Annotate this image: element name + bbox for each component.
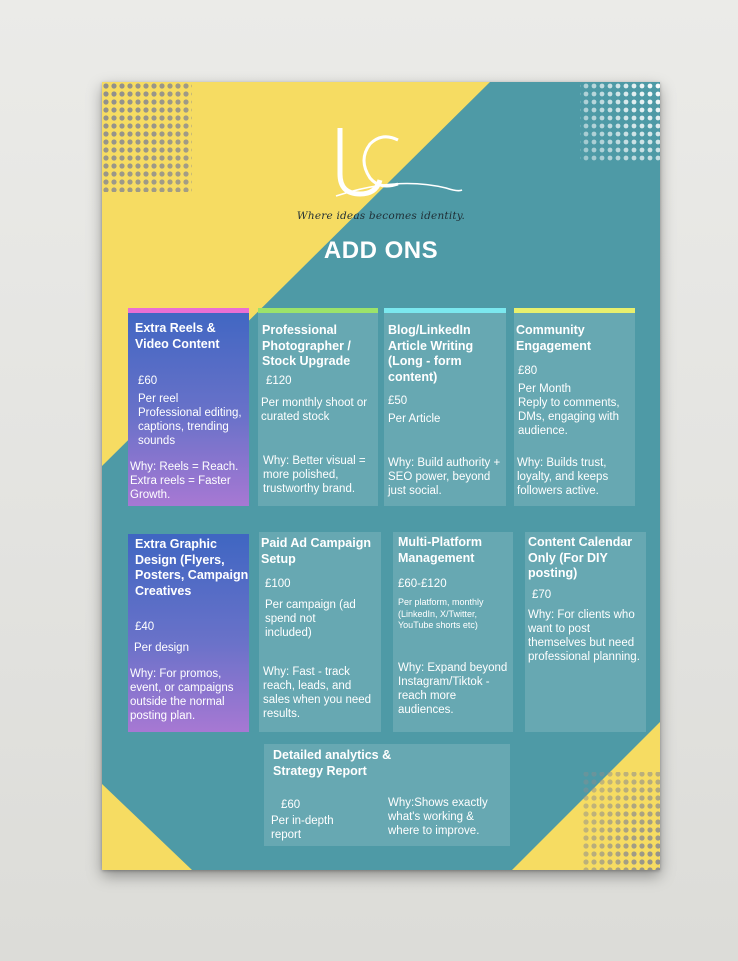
card-desc: Reply to comments, DMs, engaging with audience. (518, 397, 620, 437)
card-price: £80 (518, 365, 538, 377)
card-title: Blog/LinkedIn Article Writing (Long - form content) (388, 323, 474, 384)
card-analytics-report (264, 744, 510, 846)
card-paid-ad-campaign (259, 532, 381, 732)
page-title: ADD ONS (323, 237, 439, 264)
card-content-calendar (525, 532, 646, 732)
card-accent-bar (128, 308, 249, 313)
card-why: Why: Reels = Reach. Extra reels = Faster Growth. (130, 461, 239, 501)
card-community-engagement (514, 308, 635, 506)
card-price: £60 (281, 799, 301, 811)
halftone-dots-top-left (102, 82, 192, 192)
card-price: £100 (265, 578, 291, 590)
card-accent-bar (384, 308, 506, 313)
card-title: Extra Graphic Design (Flyers, Posters, Campaign Creatives (135, 537, 249, 598)
card-title: Content Calendar Only (For DIY posting) (528, 535, 633, 580)
card-unit: Per reel (138, 393, 179, 405)
card-price: £50 (388, 395, 408, 407)
uc-monogram-logo-icon (326, 122, 466, 200)
card-why: Why: Better visual = more polished, trustworthy brand. (263, 455, 366, 495)
card-unit: Per in-depth report (271, 815, 334, 841)
card-extra-reels (128, 308, 249, 506)
card-multi-platform (393, 532, 513, 732)
card-why: Why:Shows exactly what's working & where to improve. (388, 797, 488, 837)
card-why: Why: For clients who want to post themselves but need professional planning. (528, 609, 640, 663)
card-title: Multi-Platform Management (398, 535, 483, 565)
halftone-dots-top-right (580, 82, 660, 162)
card-photographer (258, 308, 378, 506)
card-price: £60 (138, 375, 158, 387)
card-why: Why: Fast - track reach, leads, and sales when you need results. (263, 666, 372, 720)
card-why: Why: For promos, event, or campaigns outside the normal posting plan. (130, 668, 234, 722)
card-why: Why: Builds trust, loyalty, and keeps followers active. (517, 457, 609, 497)
card-price: £60-£120 (398, 578, 447, 590)
card-why: Why: Build authority + SEO power, beyond just social. (388, 457, 501, 497)
card-title: Community Engagement (516, 323, 592, 353)
card-unit: Per platform, monthly (LinkedIn, X/Twitter, YouTube shorts etc) (398, 597, 484, 630)
card-unit: Per Month (518, 383, 572, 395)
card-unit: Per Article (388, 413, 441, 425)
card-price: £70 (532, 589, 552, 601)
card-title: Paid Ad Campaign Setup (261, 536, 371, 566)
card-desc: Professional editing, captions, trending sounds (138, 407, 242, 447)
card-extra-graphic-design (128, 534, 249, 732)
card-blog-writing (384, 308, 506, 506)
card-title: Detailed analytics & Strategy Report (273, 748, 392, 778)
card-accent-bar (514, 308, 635, 313)
add-ons-flyer (102, 82, 660, 870)
card-price: £120 (266, 375, 292, 387)
card-unit: Per design (134, 642, 189, 654)
card-unit: Per monthly shoot or curated stock (261, 397, 368, 423)
card-title: Professional Photographer / Stock Upgrade (262, 323, 351, 368)
card-price: £40 (135, 621, 155, 633)
tagline: Where ideas becomes identity. (296, 210, 466, 222)
card-accent-bar (258, 308, 378, 313)
card-why: Why: Expand beyond Instagram/Tiktok - reach more audiences. (398, 662, 508, 716)
card-title: Extra Reels & Video Content (135, 321, 220, 351)
halftone-dots-bottom-right (582, 772, 660, 870)
card-unit: Per campaign (ad spend not included) (265, 599, 356, 639)
